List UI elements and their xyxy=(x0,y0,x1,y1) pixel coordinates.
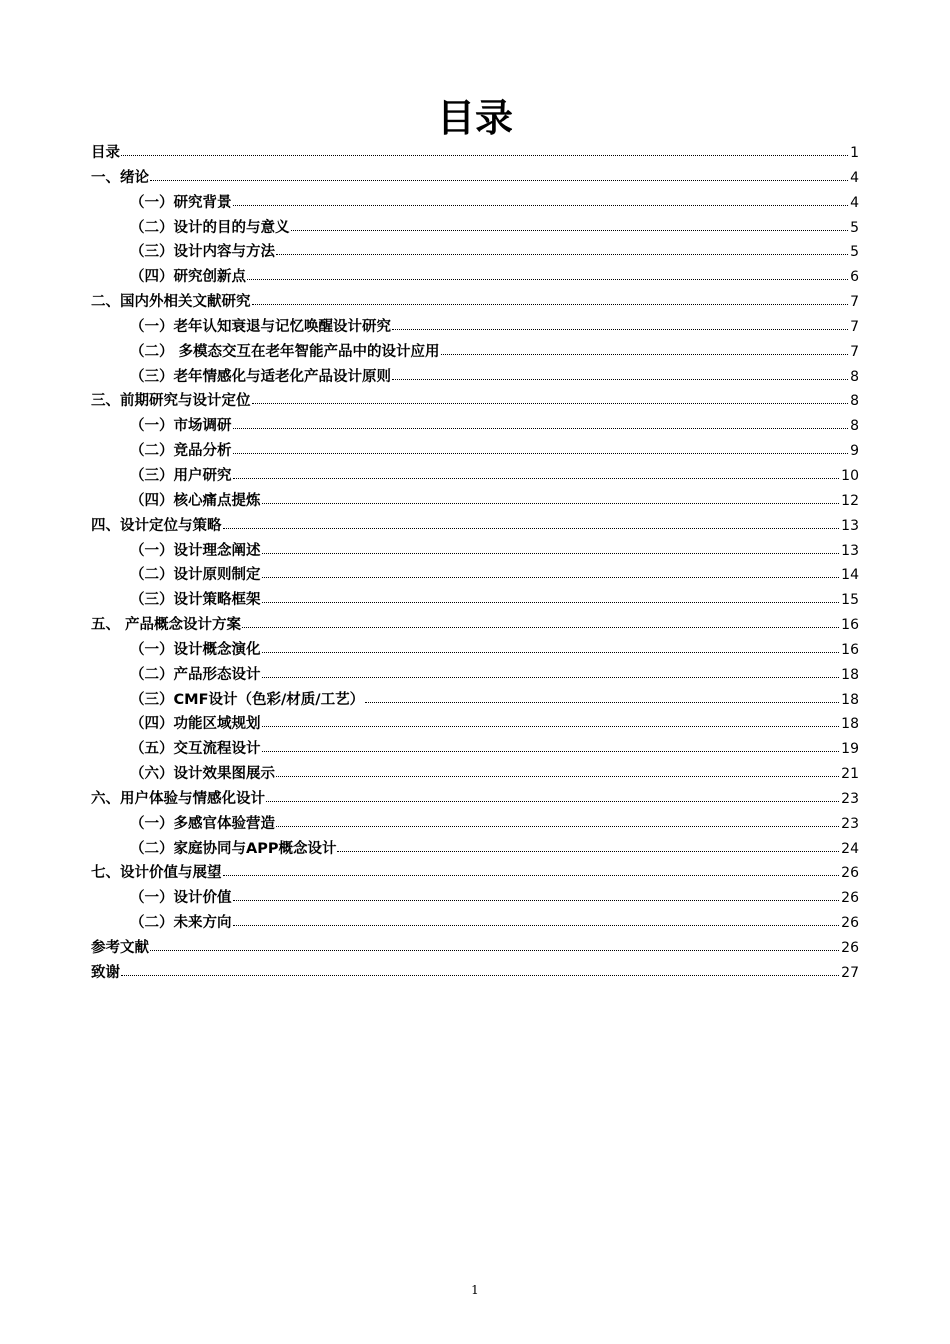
toc-entry-title: （一）市场调研 xyxy=(130,418,232,435)
toc-entry-page: 9 xyxy=(850,443,859,460)
toc-entry[interactable] xyxy=(91,837,859,862)
toc-entry[interactable] xyxy=(91,911,859,936)
toc-entry-page: 10 xyxy=(841,467,859,484)
toc-entry-page: 18 xyxy=(841,691,859,708)
toc-entry[interactable] xyxy=(91,861,859,886)
toc-entry-title: （二）设计原则制定 xyxy=(130,567,261,584)
toc-entry[interactable] xyxy=(91,514,859,539)
toc-entry-page: 4 xyxy=(850,169,859,186)
toc-entry-page: 7 xyxy=(850,343,859,360)
toc-entry[interactable] xyxy=(91,365,859,390)
toc-entry-title: （五）交互流程设计 xyxy=(130,741,261,758)
toc-dot-leader xyxy=(252,304,849,305)
toc-entry[interactable] xyxy=(91,265,859,290)
toc-entry-page: 16 xyxy=(841,617,859,634)
toc-entry[interactable] xyxy=(91,638,859,663)
toc-entry[interactable] xyxy=(91,539,859,564)
toc-entry-title: 一、绪论 xyxy=(91,169,149,186)
toc-entry-page: 8 xyxy=(850,368,859,385)
toc-entry-title: （一）研究背景 xyxy=(130,194,232,211)
toc-dot-leader xyxy=(233,453,849,454)
toc-entry[interactable] xyxy=(91,489,859,514)
toc-dot-leader xyxy=(392,329,848,330)
toc-dot-leader xyxy=(262,577,840,578)
toc-entry-page: 8 xyxy=(850,418,859,435)
toc-dot-leader xyxy=(392,379,848,380)
toc-dot-leader xyxy=(276,826,839,827)
toc-entry-title: （二） 多模态交互在老年智能产品中的设计应用 xyxy=(130,343,440,360)
toc-dot-leader xyxy=(262,726,840,727)
table-of-contents xyxy=(91,141,859,986)
toc-dot-leader xyxy=(441,354,849,355)
toc-entry-title: （三）设计策略框架 xyxy=(130,592,261,609)
toc-dot-leader xyxy=(262,652,840,653)
toc-entry-title: （四）研究创新点 xyxy=(130,269,246,286)
toc-entry-page: 26 xyxy=(841,890,859,907)
toc-entry[interactable] xyxy=(91,340,859,365)
toc-entry[interactable] xyxy=(91,414,859,439)
toc-entry[interactable] xyxy=(91,787,859,812)
toc-dot-leader xyxy=(223,875,840,876)
toc-entry-title: （四）功能区域规划 xyxy=(130,716,261,733)
toc-dot-leader xyxy=(121,155,848,156)
toc-entry[interactable] xyxy=(91,588,859,613)
toc-entry[interactable] xyxy=(91,812,859,837)
toc-entry-page: 8 xyxy=(850,393,859,410)
toc-entry-title: （四）核心痛点提炼 xyxy=(130,492,261,509)
toc-entry-title: 四、设计定位与策略 xyxy=(91,517,222,534)
toc-entry-title: （一）设计理念阐述 xyxy=(130,542,261,559)
toc-entry-title: （一）老年认知衰退与记忆唤醒设计研究 xyxy=(130,318,391,335)
toc-entry-title: 致谢 xyxy=(91,964,120,981)
toc-entry-title: （六）设计效果图展示 xyxy=(130,766,275,783)
toc-dot-leader xyxy=(291,230,849,231)
toc-entry-title: （三）用户研究 xyxy=(130,467,232,484)
toc-dot-leader xyxy=(223,528,840,529)
toc-entry-page: 16 xyxy=(841,641,859,658)
toc-dot-leader xyxy=(337,851,839,852)
page-title: 目录 xyxy=(436,96,513,140)
toc-entry[interactable] xyxy=(91,688,859,713)
toc-entry[interactable] xyxy=(91,141,859,166)
toc-entry-title: （一）多感官体验营造 xyxy=(130,815,275,832)
toc-dot-leader xyxy=(252,403,849,404)
toc-entry-page: 24 xyxy=(841,840,859,857)
toc-entry[interactable] xyxy=(91,936,859,961)
toc-dot-leader xyxy=(233,478,840,479)
toc-dot-leader xyxy=(276,776,839,777)
toc-entry-title: （三）老年情感化与适老化产品设计原则 xyxy=(130,368,391,385)
toc-entry-page: 13 xyxy=(841,517,859,534)
toc-dot-leader xyxy=(150,950,839,951)
toc-entry-title: 目录 xyxy=(91,145,120,161)
toc-entry[interactable] xyxy=(91,191,859,216)
toc-entry-title: （二）竞品分析 xyxy=(130,443,232,460)
toc-dot-leader xyxy=(242,627,839,628)
toc-dot-leader xyxy=(233,205,849,206)
toc-dot-leader xyxy=(365,702,839,703)
toc-entry-page: 5 xyxy=(850,244,859,261)
toc-entry[interactable] xyxy=(91,663,859,688)
toc-entry-title: （二）家庭协同与APP概念设计 xyxy=(130,840,337,857)
toc-entry[interactable] xyxy=(91,389,859,414)
toc-entry[interactable] xyxy=(91,613,859,638)
toc-entry-page: 19 xyxy=(841,741,859,758)
toc-entry-page: 27 xyxy=(841,964,859,981)
page-number: 1 xyxy=(471,1283,479,1297)
toc-entry-page: 21 xyxy=(841,766,859,783)
toc-entry-title: （三）设计内容与方法 xyxy=(130,244,275,261)
toc-dot-leader xyxy=(233,925,840,926)
toc-dot-leader xyxy=(266,801,839,802)
toc-entry-page: 6 xyxy=(850,269,859,286)
toc-entry[interactable] xyxy=(91,439,859,464)
toc-entry[interactable] xyxy=(91,712,859,737)
toc-entry-page: 12 xyxy=(841,492,859,509)
toc-dot-leader xyxy=(121,975,839,976)
toc-entry-page: 7 xyxy=(850,318,859,335)
toc-entry-page: 18 xyxy=(841,666,859,683)
toc-entry[interactable] xyxy=(91,216,859,241)
toc-dot-leader xyxy=(233,900,840,901)
toc-entry-title: 三、前期研究与设计定位 xyxy=(91,393,251,410)
toc-entry-page: 18 xyxy=(841,716,859,733)
toc-entry-page: 23 xyxy=(841,815,859,832)
toc-dot-leader xyxy=(262,503,840,504)
toc-entry[interactable] xyxy=(91,563,859,588)
toc-dot-leader xyxy=(276,254,848,255)
toc-entry-title: （二）未来方向 xyxy=(130,915,232,932)
toc-entry-title: 七、设计价值与展望 xyxy=(91,865,222,882)
toc-dot-leader xyxy=(150,180,848,181)
toc-dot-leader xyxy=(262,553,840,554)
toc-entry-page: 4 xyxy=(850,194,859,211)
toc-entry[interactable] xyxy=(91,240,859,265)
toc-entry-title: （一）设计概念演化 xyxy=(130,641,261,658)
toc-dot-leader xyxy=(233,428,849,429)
toc-entry-page: 5 xyxy=(850,219,859,236)
toc-dot-leader xyxy=(262,677,840,678)
toc-entry-page: 23 xyxy=(841,790,859,807)
toc-entry-title: （二）设计的目的与意义 xyxy=(130,219,290,236)
toc-entry-title: 六、用户体验与情感化设计 xyxy=(91,790,265,807)
toc-entry-title: （二）产品形态设计 xyxy=(130,666,261,683)
toc-entry[interactable] xyxy=(91,464,859,489)
toc-entry-page: 26 xyxy=(841,940,859,956)
toc-entry-title: 二、国内外相关文献研究 xyxy=(91,294,251,311)
toc-entry-title: 参考文献 xyxy=(91,940,149,956)
toc-entry[interactable] xyxy=(91,886,859,911)
toc-entry[interactable] xyxy=(91,315,859,340)
toc-entry-page: 1 xyxy=(850,145,859,161)
toc-dot-leader xyxy=(262,751,840,752)
toc-entry-page: 13 xyxy=(841,542,859,559)
toc-dot-leader xyxy=(247,279,848,280)
toc-entry-page: 26 xyxy=(841,915,859,932)
toc-entry[interactable] xyxy=(91,290,859,315)
toc-dot-leader xyxy=(262,602,840,603)
toc-entry-title: 五、 产品概念设计方案 xyxy=(91,617,242,634)
toc-entry[interactable] xyxy=(91,166,859,191)
toc-entry-title: （一）设计价值 xyxy=(130,890,232,907)
toc-entry[interactable] xyxy=(91,737,859,762)
toc-entry-page: 26 xyxy=(841,865,859,882)
toc-entry-page: 7 xyxy=(850,294,859,311)
toc-entry-page: 15 xyxy=(841,592,859,609)
toc-entry-title: （三）CMF设计（色彩/材质/工艺） xyxy=(130,691,365,708)
toc-entry[interactable] xyxy=(91,762,859,787)
toc-entry[interactable] xyxy=(91,961,859,986)
toc-entry-page: 14 xyxy=(841,567,859,584)
